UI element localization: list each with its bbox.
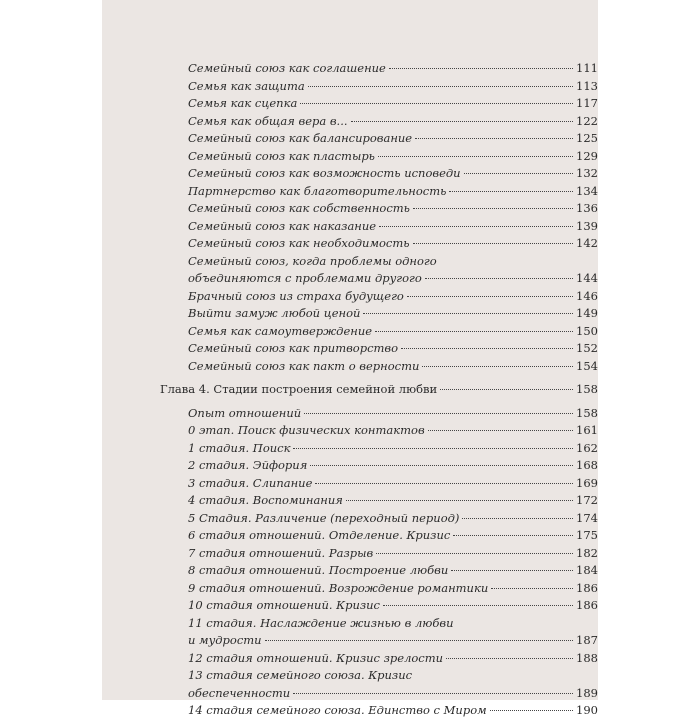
dot-leader [413,208,573,209]
dot-leader [440,389,573,390]
toc-entry-title: Семейный союз как наказание [188,218,377,233]
toc-page-number: 136 [576,201,598,215]
toc-entry-title: Семейный союз как собственность [188,201,410,215]
toc-page-number: 174 [576,510,598,525]
dot-leader [428,430,573,431]
toc-page-number: 182 [576,545,598,560]
toc-entry [188,527,598,545]
toc-entry [188,148,598,166]
dot-leader [425,278,573,279]
toc-page-number: 186 [576,598,598,612]
toc-entry [188,183,598,201]
toc-entry-title-continued: и мудрости [188,633,262,647]
toc-page-number: 149 [576,306,598,320]
toc-entry [188,358,598,376]
table-of-contents [160,60,598,720]
dot-leader [451,570,573,571]
toc-entry-title: 8 стадия отношений. Построение любви [188,563,449,577]
toc-entry [188,60,598,78]
toc-page-number: 186 [576,580,598,595]
toc-entry-title: Опыт отношений [188,405,302,420]
chapter-title: Глава 4. Стадии построения семейной любви [160,382,438,396]
toc-page-number: 122 [576,113,598,128]
toc-entry-title: 2 стадия. Эйфория [188,458,308,472]
toc-page-number: 139 [576,218,598,233]
toc-entry-title: 0 этап. Поиск физических контактов [188,423,425,437]
dot-leader [363,313,573,314]
toc-entry [188,113,598,131]
dot-leader [315,483,573,484]
toc-page-number: 158 [576,405,598,420]
dot-leader [446,658,573,659]
toc-entry-title: Выйти замуж любой ценой [188,306,361,320]
dot-leader [265,640,573,641]
toc-entry [188,580,598,598]
toc-entry-title: 7 стадия отношений. Разрыв [188,545,374,560]
toc-page-number: 169 [576,475,598,490]
dot-leader [462,518,573,519]
toc-entry [188,253,598,288]
book-page [102,0,598,717]
toc-page-number: 162 [576,440,598,455]
toc-page-number: 187 [576,633,598,647]
toc-entry-title: Семейный союз, когда проблемы одного [188,253,437,268]
dot-leader [376,553,573,554]
toc-entry-title: Семейный союз как возможность исповеди [188,166,461,180]
toc-page-number: 111 [576,61,598,75]
toc-page-number: 188 [576,650,598,665]
toc-entry [188,218,598,236]
toc-entry-title: 3 стадия. Слипание [188,475,313,490]
dot-leader [490,710,573,711]
toc-entry [188,305,598,323]
toc-page-number: 134 [576,183,598,198]
toc-page-number: 125 [576,131,598,145]
dot-leader [310,465,573,466]
dot-leader [453,535,573,536]
toc-entry [188,457,598,475]
toc-entry [188,422,598,440]
toc-entry-title-continued: объединяются с проблемами другого [188,271,422,285]
dot-leader [375,331,573,332]
dot-leader [413,243,573,244]
toc-page-number: 113 [576,78,598,93]
toc-entry [188,405,598,423]
toc-entry-title: 10 стадия отношений. Кризис [188,598,380,612]
toc-entry [188,200,598,218]
dot-leader [389,68,573,69]
toc-entry [188,235,598,253]
toc-entry-title: Семья как общая вера в... [188,113,348,128]
toc-entry-title: 1 стадия. Поиск [188,440,291,455]
dot-leader [464,173,573,174]
toc-chapter-heading [160,381,598,399]
toc-page-number: 144 [576,271,598,285]
toc-entry-title-continued: обеспеченности [188,685,291,700]
toc-entry [188,650,598,668]
toc-entry [188,475,598,493]
toc-entry-title: Семейный союз как притворство [188,341,399,355]
toc-page-number: 129 [576,148,598,163]
toc-entry-title: Семейный союз как балансирование [188,131,413,145]
toc-page-number: 142 [576,236,598,250]
toc-page-number: 190 [576,703,598,717]
toc-entry [188,545,598,563]
toc-entry-title: 4 стадия. Воспоминания [188,493,343,507]
toc-page-number: 150 [576,323,598,338]
dot-leader [383,605,573,606]
dot-leader [379,226,573,227]
toc-entry [188,288,598,306]
toc-entry [188,510,598,528]
toc-entry-title: Партнерство как благотворительность [188,183,447,198]
toc-entry-title: Семья как защита [188,78,305,93]
toc-entry [188,78,598,96]
toc-page-number: 152 [576,341,598,355]
dot-leader [304,413,573,414]
toc-entry [188,562,598,580]
toc-page-number: 172 [576,493,598,507]
toc-page-number: 132 [576,166,598,180]
dot-leader [491,588,573,589]
toc-entry-title: 12 стадия отношений. Кризис зрелости [188,650,444,665]
toc-entry [188,702,598,720]
toc-page-number: 158 [576,382,598,396]
dot-leader [346,500,573,501]
dot-leader [415,138,573,139]
dot-leader [378,156,573,157]
toc-entry [188,597,598,615]
dot-leader [422,366,573,367]
toc-entry [188,95,598,113]
toc-entry-title: Семейный союз как пластырь [188,148,375,163]
dot-leader [407,296,573,297]
toc-entry [188,440,598,458]
toc-page-number: 168 [576,458,598,472]
toc-entry [188,492,598,510]
toc-entry [188,615,598,650]
toc-entry-title: Семейный союз как пакт о верности [188,358,420,373]
toc-entry-title: 13 стадия семейного союза. Кризис [188,668,413,682]
toc-entry-title: 6 стадия отношений. Отделение. Кризис [188,528,451,542]
toc-entry [188,340,598,358]
toc-entry [188,130,598,148]
toc-entry-title: 11 стадия. Наслаждение жизнью в любви [188,615,454,630]
toc-page-number: 146 [576,288,598,303]
dot-leader [300,103,573,104]
toc-page-number: 184 [576,563,598,577]
toc-page-number: 175 [576,528,598,542]
toc-entry-title: 14 стадия семейного союза. Единство с Миром [188,703,487,717]
dot-leader [308,86,573,87]
toc-entry-title: Семья как сцепка [188,96,298,110]
toc-entry-title: 9 стадия отношений. Возрождение романтики [188,580,489,595]
toc-entry [188,165,598,183]
dot-leader [293,693,573,694]
toc-page-number: 189 [576,685,598,700]
toc-page-number: 117 [576,96,598,110]
dot-leader [293,448,573,449]
toc-entry-title: Семейный союз как необходимость [188,236,410,250]
toc-page-number: 161 [576,423,598,437]
dot-leader [449,191,573,192]
toc-entry [188,323,598,341]
toc-entry-title: 5 Стадия. Различение (переходный период) [188,510,460,525]
dot-leader [351,121,573,122]
toc-entry-title: Семья как самоутверждение [188,323,373,338]
toc-page-number: 154 [576,358,598,373]
toc-entry-title: Брачный союз из страха будущего [188,288,404,303]
toc-entry [188,667,598,702]
dot-leader [401,348,573,349]
toc-entry-title: Семейный союз как соглашение [188,61,386,75]
